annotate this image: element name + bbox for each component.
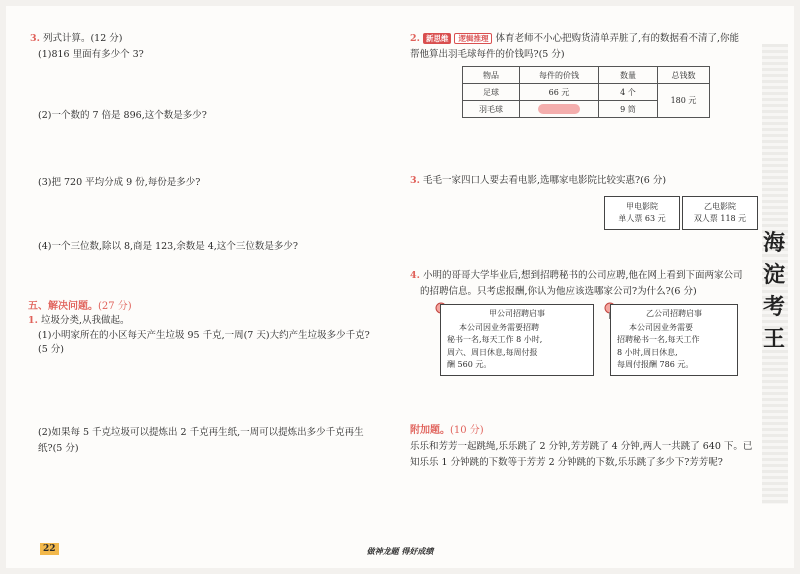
cinema-name: 乙电影院 xyxy=(704,202,736,211)
notice-line: 秘书一名,每天工作 8 小时, xyxy=(447,335,543,344)
new-thinking-tag: 新思维 xyxy=(423,33,452,44)
question-number: 3. xyxy=(30,33,40,44)
side-char: 王 xyxy=(762,326,785,352)
table-cell: 4 个 xyxy=(599,84,658,101)
page-number: 22 xyxy=(40,543,59,555)
section-5-heading xyxy=(28,300,132,313)
cinema-a-card xyxy=(604,196,680,230)
question-text-line-1: 体育老师不小心把购货清单弄脏了,有的数据看不清了,你能 xyxy=(495,33,740,44)
question-text-line-2: 的招聘信息。只考虑报酬,你认为他应该选哪家公司?为什么?(6 分) xyxy=(420,286,697,297)
smudged-cell xyxy=(520,101,599,118)
sub-question-4: (4)一个三位数,除以 8,商是 123,余数是 4,这个三位数是多少? xyxy=(38,241,298,252)
bonus-heading xyxy=(410,424,484,437)
bonus-text-line-1: 乐乐和芳芳一起跳绳,乐乐跳了 2 分钟,芳芳跳了 4 分钟,两人一共跳了 640 下。已 xyxy=(410,441,753,452)
question-3-heading xyxy=(30,32,122,45)
question-1-heading xyxy=(28,314,129,327)
question-title: 垃圾分类,从我做起。 xyxy=(40,315,130,326)
sub-question-2-line-1: (2)如果每 5 千克垃圾可以提炼出 2 千克再生纸,一周可以提炼出多少千克再生 xyxy=(38,427,364,438)
table-cell: 66 元 xyxy=(520,84,599,101)
table-header-cell: 每件的价钱 xyxy=(520,67,599,84)
section-title: 五、解决问题。 xyxy=(28,301,98,312)
question-title: 列式计算。(12 分) xyxy=(42,33,123,44)
sub-question-1-line-1: (1)小明家所在的小区每天产生垃圾 95 千克,一周(7 天)大约产生垃圾多少千克? xyxy=(38,330,370,341)
side-char: 淀 xyxy=(762,262,785,288)
notice-title: 甲公司招聘启事 xyxy=(489,309,545,318)
question-3-right-heading xyxy=(410,174,666,187)
purchase-table xyxy=(462,66,710,118)
question-number: 4. xyxy=(410,270,420,281)
side-char: 海 xyxy=(762,230,785,256)
question-number: 2. xyxy=(410,33,420,44)
logic-reasoning-tag: 逻辑推理 xyxy=(454,33,492,44)
footer-slogan: 做神龙题 得好成绩 xyxy=(366,546,434,556)
cinema-name: 甲电影院 xyxy=(626,202,658,211)
company-b-notice xyxy=(610,304,738,376)
question-2-heading xyxy=(410,32,739,45)
sub-question-2-line-2: 纸?(5 分) xyxy=(38,443,79,454)
table-cell: 9 筒 xyxy=(599,101,658,118)
question-text-line-1: 小明的哥哥大学毕业后,想到招聘秘书的公司应聘,他在网上看到下面两家公司 xyxy=(422,270,743,281)
question-text-line-2: 帮他算出羽毛球每件的价钱吗?(5 分) xyxy=(410,49,565,60)
table-cell: 足球 xyxy=(463,84,520,101)
sub-question-3: (3)把 720 平均分成 9 份,每份是多少? xyxy=(38,177,201,188)
bonus-text-line-2: 知乐乐 1 分钟跳的下数等于芳芳 2 分钟跳的下数,乐乐跳了多少下?芳芳呢? xyxy=(410,457,723,468)
table-total-cell: 180 元 xyxy=(658,84,710,118)
side-char: 考 xyxy=(762,294,785,320)
notice-line: 本公司因业务需要 xyxy=(629,322,693,332)
company-a-notice xyxy=(440,304,594,376)
table-cell: 羽毛球 xyxy=(463,101,520,118)
notice-line: 8 小时,周日休息, xyxy=(617,347,678,357)
cinema-price: 单人票 63 元 xyxy=(618,214,666,223)
table-header-cell: 物品 xyxy=(463,67,520,84)
sub-question-1: (1)816 里面有多少个 3? xyxy=(38,49,144,60)
bonus-title: 附加题。 xyxy=(410,425,450,436)
question-4-heading xyxy=(410,269,743,282)
question-number: 3. xyxy=(410,175,420,186)
workbook-page xyxy=(6,6,794,568)
notice-line: 周六、周日休息,每周付报 xyxy=(447,347,538,357)
notice-line: 酬 560 元。 xyxy=(447,360,492,369)
section-points: (27 分) xyxy=(98,301,132,312)
notice-title: 乙公司招聘启事 xyxy=(646,309,702,318)
cinema-price: 双人票 118 元 xyxy=(693,214,747,223)
table-header-cell: 总钱数 xyxy=(658,67,710,84)
table-row xyxy=(463,84,710,101)
smudge-mark xyxy=(538,104,580,114)
table-header-cell: 数量 xyxy=(599,67,658,84)
bonus-points: (10 分) xyxy=(450,425,484,436)
question-number: 1. xyxy=(28,315,38,326)
notice-line: 每周付报酬 786 元。 xyxy=(617,360,694,369)
cinema-b-card xyxy=(682,196,758,230)
sub-question-2: (2)一个数的 7 倍是 896,这个数是多少? xyxy=(38,110,207,121)
notice-line: 本公司因业务需要招聘 xyxy=(459,322,539,332)
table-header-row xyxy=(463,67,710,84)
notice-line: 招聘秘书一名,每天工作 xyxy=(617,335,700,344)
sub-question-1-line-2: (5 分) xyxy=(38,344,64,355)
question-text: 毛毛一家四口人要去看电影,选哪家电影院比较实惠?(6 分) xyxy=(422,175,667,186)
